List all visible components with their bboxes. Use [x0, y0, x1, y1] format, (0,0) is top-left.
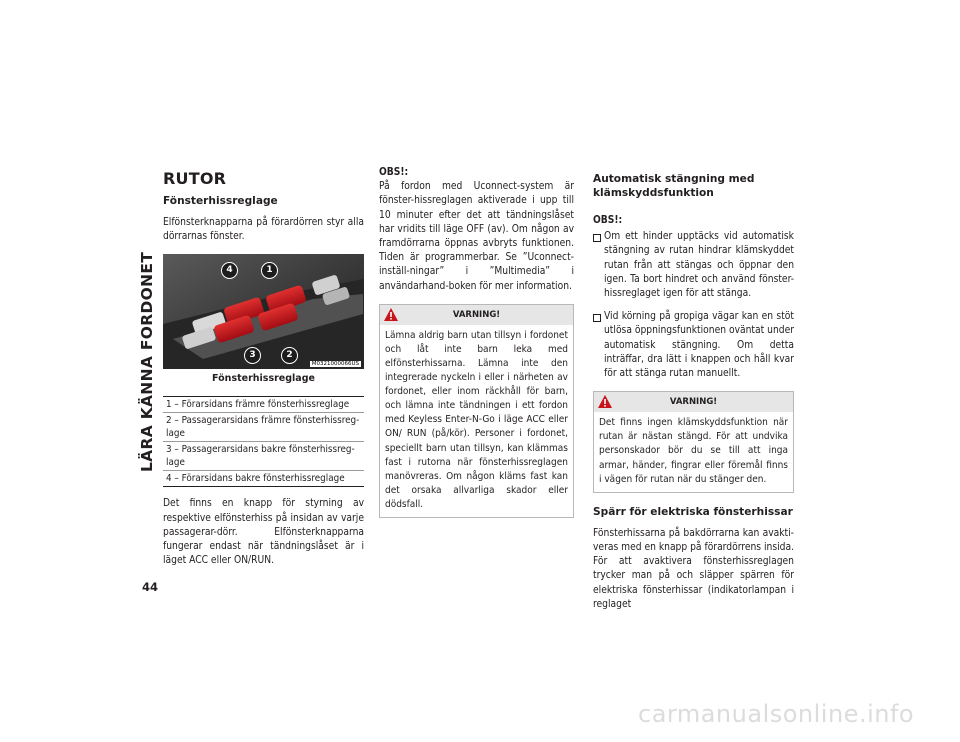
callout-3: 3: [244, 347, 261, 364]
chapter-sidebar-title: LÄRA KÄNNA FORDONET: [138, 251, 156, 473]
warning-title: VARNING!: [452, 309, 501, 320]
note-bullet-list: [593, 230, 794, 381]
legend-item: 3 – Passagerarsidans bakre fönsterhissreg-lage: [163, 442, 364, 471]
warning-triangle-icon: [383, 307, 399, 322]
note-paragraph: På fordon med Uconnect-system är fönster-hissreglagen aktiverade i upp till 10 minuter efter det att tändningslåset har vridits till läge OFF (av). Om någon av framdörrarna öppnas avbryts funktionen. Tiden är programmerbar. Se ”Uconnect-inställ-ningar” i ”Multimedia” i användarhand-boken för mer information.: [379, 181, 574, 292]
column-1: [163, 166, 364, 578]
legend-item: 2 – Passagerarsidans främre fönsterhissreg-lage: [163, 413, 364, 442]
warning-box: [593, 391, 794, 492]
callout-1: 1: [261, 262, 278, 279]
warning-box: [379, 304, 574, 518]
window-switch-photo: [163, 254, 364, 369]
subsection-title: Fönsterhissreglage: [163, 195, 278, 207]
page-number: 44: [142, 580, 159, 594]
column-2: [379, 166, 574, 530]
watermark-text: carmanualsonline.info: [638, 700, 915, 728]
warning-triangle-icon: [597, 394, 613, 409]
list-item: Om ett hinder upptäcks vid automatisk stängning av rutan hindrar klämskyddet rutan från att stängas och öppnar den igen. Ta bort hindret och använd fönster-hissreglaget igen för att stänga.: [593, 230, 794, 301]
figure-legend: [163, 396, 364, 487]
legend-item: 4 – Förarsidans bakre fönsterhissreglage: [166, 473, 345, 485]
legend-item: 1 – Förarsidans främre fönsterhissreglage: [163, 397, 364, 413]
list-item: Vid körning på gropiga vägar kan en stöt utlösa öppningsfunktionen oväntat under automatisk stängning. Om detta inträffar, dra lätt i knappen och håll kvar för att stänga rutan manuellt.: [593, 310, 794, 381]
callout-4: 4: [221, 262, 238, 279]
intro-paragraph: Elfönsterknapparna på förardörren styr alla dörrarnas fönster.: [163, 217, 364, 243]
warning-text: Lämna aldrig barn utan tillsyn i fordonet och låt inte barn leka med elfönsterhissarna. Lämna inte den integrerade nyckeln i eller i närheten av fordonet, eller inom räckhåll för barn, och lämna inte tändningen i ett fordon med Keyless Enter-N-Go i läge ACC eller ON/ RUN (på/kör). Personer i fordonet, speciellt barn utan tillsyn, kan klämmas fast i rutorna när fönsterhissreglagen manövreras. Om någon kläms fast kan det orsaka allvarliga skador eller dödsfall.: [385, 329, 568, 510]
warning-header: [380, 305, 573, 325]
image-code: M0321000066US: [311, 361, 359, 368]
note-label: OBS!:: [593, 215, 623, 226]
section-title: RUTOR: [163, 169, 227, 188]
body-paragraph: Det finns en knapp för styrning av respektive elfönsterhiss på insidan av varje passagerar-dörr. Elfönsterknapparna fungerar endast när tändningslåset är i läget ACC eller ON/RUN.: [163, 498, 364, 567]
body-paragraph: Fönsterhissarna på bakdörrarna kan avakti-veras med en knapp på förardörrens insida. För att avaktivera fönsterhissreglagen trycker man på och släpper spärren för elektriska fönsterhissar (indikatorlampan i reglaget: [593, 527, 794, 610]
column-3: [593, 166, 794, 622]
callout-2: 2: [281, 347, 298, 364]
subsection-heading-2: Spärr för elektriska fönsterhissar: [593, 505, 793, 518]
note-label: OBS!:: [379, 167, 409, 178]
subsection-heading: Automatisk stängning med klämskyddsfunktion: [593, 173, 755, 199]
warning-header: [594, 392, 793, 412]
figure-caption: Fönsterhissreglage: [212, 373, 315, 385]
warning-text: Det finns ingen klämskyddsfunktion när rutan är nästan stängd. För att undvika personskador bör du se till att inga armar, händer, fingrar eller föremål finns i vägen för rutan när du stänger den.: [599, 417, 788, 485]
warning-title: VARNING!: [669, 397, 718, 408]
